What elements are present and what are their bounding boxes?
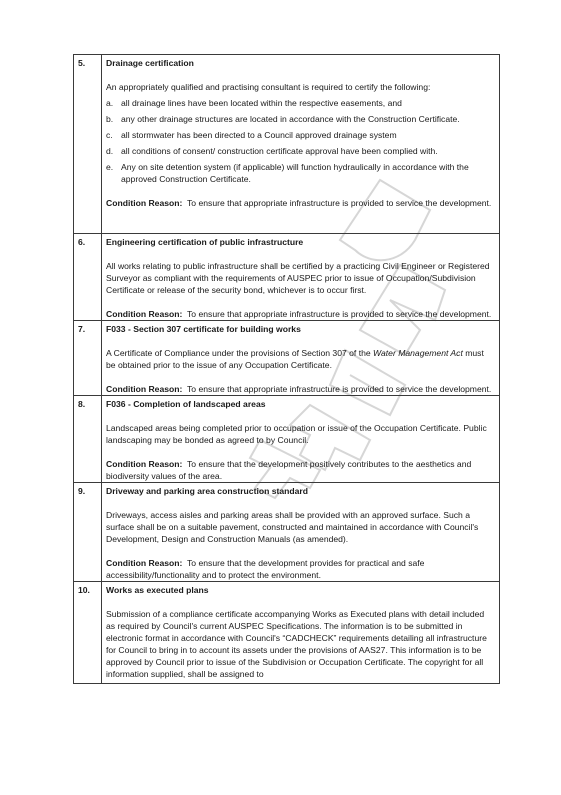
reason-label: Condition Reason: xyxy=(106,459,183,469)
condition-row xyxy=(74,55,500,234)
reason-label: Condition Reason: xyxy=(106,384,183,394)
condition-number: 9. xyxy=(74,483,102,582)
list-marker: a. xyxy=(106,98,114,108)
condition-content xyxy=(102,321,500,396)
reason-text: To ensure that appropriate infrastructure is provided to service the development. xyxy=(187,198,492,208)
list-marker: e. xyxy=(106,162,114,172)
list-marker: c. xyxy=(106,130,113,140)
condition-title: F036 - Completion of landscaped areas xyxy=(106,399,266,409)
condition-number: 7. xyxy=(74,321,102,396)
reason-text: To ensure that appropriate infrastructure is provided to service the development. xyxy=(187,309,492,319)
reason-text: To ensure that the development positively contributes to the aesthetics and biodiversity values of the area. xyxy=(106,459,472,481)
condition-row xyxy=(74,483,500,582)
condition-number: 10. xyxy=(74,582,102,684)
condition-body: Submission of a compliance certificate accompanying Works as Executed plans with detail included as required by Council's current AUSPEC Specifications. The information is to be submitted in electronic format in accordance with Council's “CADCHECK” requirements detailing all infrastructure for Council to bring in to account its assets under the provisions of AAS27. This information is to be approved by Council prior to issue of the Subdivision or Occupation Certificate. The copyright for all information supplied, shall be assigned to xyxy=(106,609,487,679)
body-text: must be obtained prior to the issue of any Occupation Certificate. xyxy=(106,348,484,370)
reason-text: To ensure that the development provides for practical and safe accessibility/functionality and to protect the environment. xyxy=(106,558,425,580)
list-item xyxy=(106,97,495,109)
condition-body: Landscaped areas being completed prior to occupation or issue of the Occupation Certificate. Public landscaping may be bonded as agreed to by Council. xyxy=(106,423,487,445)
condition-number: 8. xyxy=(74,396,102,483)
condition-reason xyxy=(106,458,495,482)
list-item xyxy=(106,145,495,157)
list-item xyxy=(106,113,495,125)
condition-title: Engineering certification of public infrastructure xyxy=(106,237,304,247)
condition-title: Drainage certification xyxy=(106,58,194,68)
condition-number: 6. xyxy=(74,234,102,321)
list-text: all drainage lines have been located within the respective easements, and xyxy=(121,98,402,108)
list-text: all conditions of consent/ construction certificate approval have been complied with. xyxy=(121,146,438,156)
condition-number: 5. xyxy=(74,55,102,234)
reason-label: Condition Reason: xyxy=(106,309,183,319)
list-text: any other drainage structures are located in accordance with the Construction Certificate. xyxy=(121,114,460,124)
condition-content xyxy=(102,483,500,582)
condition-row xyxy=(74,321,500,396)
condition-content xyxy=(102,55,500,234)
condition-reason xyxy=(106,308,495,320)
body-italic: Water Management Act xyxy=(373,348,463,358)
condition-title: F033 - Section 307 certificate for building works xyxy=(106,324,301,334)
list-item xyxy=(106,129,495,141)
list-marker: d. xyxy=(106,146,114,156)
condition-body: Driveways, access aisles and parking areas shall be provided with an approved surface. Such a surface shall be on a suitable pavement, constructed and maintained in accordance with Council's Development, Design and Construction Manuals (as amended). xyxy=(106,510,479,544)
condition-content xyxy=(102,582,500,684)
condition-reason xyxy=(106,557,495,581)
reason-label: Condition Reason: xyxy=(106,558,183,568)
body-text: A Certificate of Compliance under the provisions of Section 307 of the xyxy=(106,348,374,358)
condition-items xyxy=(106,97,495,185)
condition-intro: An appropriately qualified and practising consultant is required to certify the following: xyxy=(106,82,431,92)
condition-content xyxy=(102,396,500,483)
condition-body xyxy=(106,347,495,371)
reason-label: Condition Reason: xyxy=(106,198,183,208)
list-text: all stormwater has been directed to a Council approved drainage system xyxy=(121,130,397,140)
list-text: Any on site detention system (if applicable) will function hydraulically in accordance with the approved Construction Certificate. xyxy=(121,162,469,184)
condition-body: All works relating to public infrastructure shall be certified by a practicing Civil Engineer or Registered Surveyor as compliant with the requirements of AUSPEC prior to issue of Occupation/Subdivision Certificate or release of the security bond, whichever is to occur first. xyxy=(106,261,490,295)
reason-text: To ensure that appropriate infrastructure is provided to service the development. xyxy=(187,384,492,394)
condition-row xyxy=(74,234,500,321)
conditions-table xyxy=(73,54,500,684)
condition-title: Driveway and parking area construction standard xyxy=(106,486,309,496)
condition-reason xyxy=(106,197,495,209)
condition-row xyxy=(74,582,500,684)
condition-reason xyxy=(106,383,495,395)
list-marker: b. xyxy=(106,114,114,124)
condition-content xyxy=(102,234,500,321)
condition-title: Works as executed plans xyxy=(106,585,209,595)
list-item xyxy=(106,161,495,185)
condition-row xyxy=(74,396,500,483)
